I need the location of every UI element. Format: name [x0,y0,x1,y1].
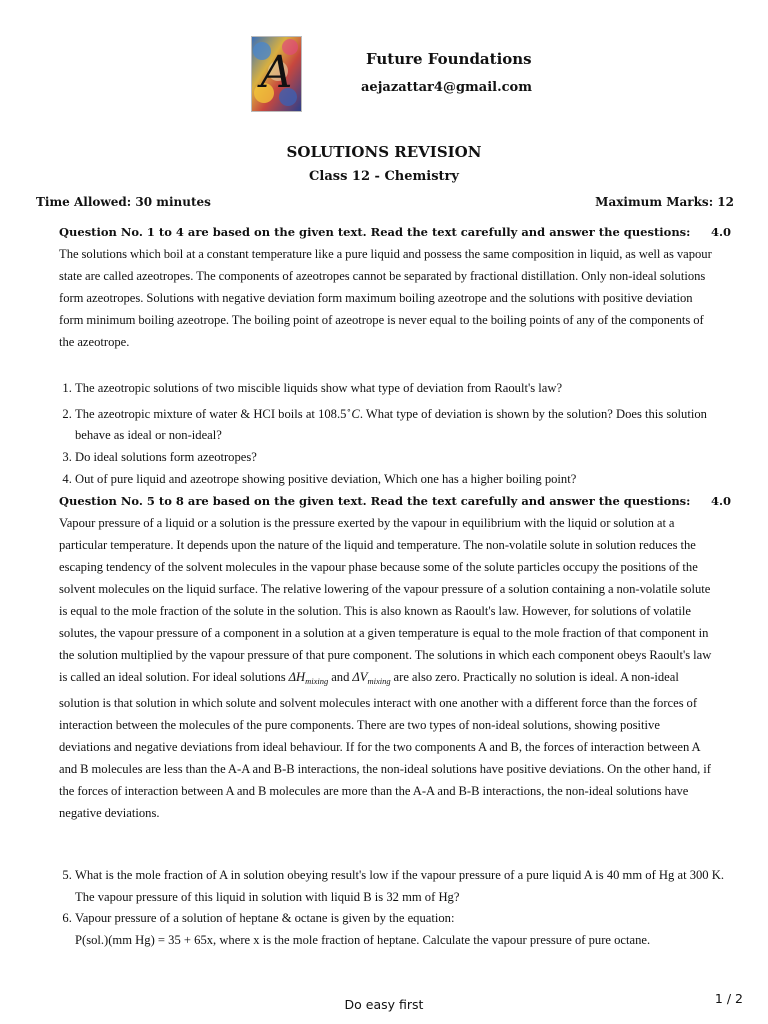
delta-v-symbol: ΔV [352,670,368,684]
delta-h-subscript: mixing [305,676,329,686]
and-word: and [331,670,350,684]
question-6-equation: P(sol.)(mm Hg) = 35 + 65x, where x is the mole fraction of heptane. Calculate the vapour pressure of pure octane. [75,932,651,947]
question-2-temperature: 108.5 [318,406,347,421]
logo [251,36,302,112]
document-title: SOLUTIONS REVISION [286,143,482,161]
section-2-questions [59,865,745,951]
question-6-text: Vapour pressure of a solution of heptane & octane is given by the equation: [75,911,455,926]
page-number: 1 / 2 [714,991,743,1006]
maximum-marks: Maximum Marks: 12 [595,195,734,209]
section-2-passage-part-a: Vapour pressure of a liquid or a solution is the pressure exerted by the vapour in equilibrium with the liquid or solution at a particular temperature. It depends upon the nature of the liquid and temperature. The non-volatile solute in solution reduces the escaping tendency of the solvent molecules in the vapour phase because some of the solute particles occupy the positions of the solvent molecules on the liquid surface. The relative lowering of the vapour pressure of a solution containing a non-volatile solute is equal to the mole fraction of the solute in the solution. This is also known as Raoult's law. However, for solutions of volatile solutes, the vapour pressure of a component in a solution at a given temperature is equal to the mole fraction of that component in the solution multiplied by the vapour pressure of that pure component. The solutions in which each component obeys Raoult's law is called an ideal solution. For ideal solutions [59,516,712,684]
question-2-prefix: The azeotropic mixture of water & HCI boils at [75,406,319,421]
section-2-passage [59,512,714,824]
question-2: 2. The azeotropic mixture of water & HCI boils at 108.5∘C. What type of deviation is shown by the solution? Does this solution behave as ideal or non-ideal? [75,400,745,447]
organization-name: Future Foundations [366,50,532,68]
section-1-score: 4.0 [710,225,731,239]
section-2-passage-part-b: are also zero. Practically no solution is ideal. A non-ideal solution is that solution in which solute and solvent molecules interact with one another with a different force than the forces of interaction between the molecules of the pure components. There are two types of non-ideal solutions, showing positive deviations and negative deviations from ideal behaviour. If for the two components A and B, the forces of interaction between A and B molecules are less than the A-A and B-B interactions, the non-ideal solutions have positive deviations. On the other hand, if the forces of interaction between A and B molecules are more than the A-A and B-B interactions, the non-ideal solutions have negative deviations. [59,670,711,820]
question-3: 3. Do ideal solutions form azeotropes? [75,447,745,469]
section-2-heading-text: Question No. 5 to 8 are based on the given text. Read the text carefully and answer the questions: [59,494,691,508]
document-subtitle: Class 12 - Chemistry [309,169,459,184]
question-2-suffix: . What type of deviation is shown by the solution? Does this solution behave as ideal or non-ideal? [75,406,707,443]
section-1-passage: The solutions which boil at a constant temperature like a pure liquid and possess the same composition in liquid, as well as vapour state are called azeotropes. The components of azeotropes cannot be separated by fractional distillation. Only non-ideal solutions form azeotropes. Solutions with negative deviation form maximum boiling azeotrope and the solutions with positive deviation form minimum boiling azeotrope. The boiling point of azeotrope is never equal to the boiling points of any of the components of the azeotrope. [59,247,712,349]
question-6 [75,908,745,951]
footer-note: Do easy first [344,997,424,1012]
section-2-score: 4.0 [710,494,731,508]
question-5: 5. What is the mole fraction of A in solution obeying result's low if the vapour pressure of a pure liquid A is 40 mm of Hg at 300 K. The vapour pressure of this liquid in solution with liquid B is 32 mm of Hg? [75,865,745,908]
logo-letter: A [260,47,293,98]
time-allowed: Time Allowed: 30 minutes [36,195,211,209]
section-1-heading [59,225,731,239]
section-1-heading-text: Question No. 1 to 4 are based on the given text. Read the text carefully and answer the questions: [59,225,691,239]
section-2-heading [59,494,731,508]
organization-email: aejazattar4@gmail.com [361,80,532,95]
question-1: 1. The azeotropic solutions of two miscible liquids show what type of deviation from Raoult's law? [75,378,745,400]
section-1-questions [59,378,745,490]
question-2-unit: C [351,406,360,421]
question-4: 4. Out of pure liquid and azeotrope showing positive deviation, Which one has a higher boiling point? [75,469,745,491]
delta-h-symbol: ΔH [288,670,306,684]
delta-v-subscript: mixing [367,676,391,686]
